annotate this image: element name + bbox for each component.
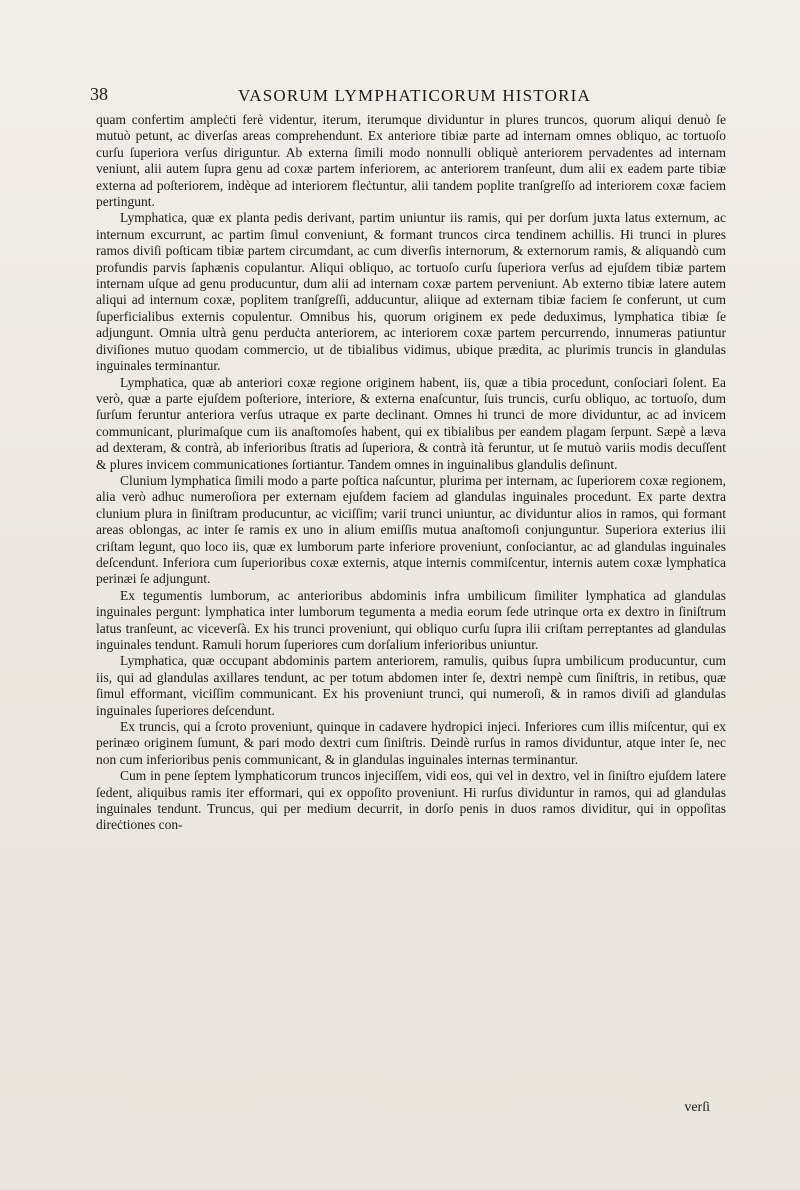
- paragraph: Lymphatica, quæ occupant abdominis partem anteriorem, ramulis, quibus ſupra umbilicum producuntur, cum iis, qui ad glandulas axillares tendunt, ac per totum abdomen inter ſe, dextri nempè cum ſiniſtris, in retibus, quæ ſimul efformant, viciſſim communicant. Ex his proveniunt trunci, qui numeroſi, & in ramos diviſi ad glandulas inguinales ſuperiores deſcendunt.: [96, 653, 726, 718]
- paragraph: Clunium lymphatica ſimili modo a parte poſtica naſcuntur, plurima per internam, ac ſuperiorem coxæ regionem, alia verò adhuc numeroſiora per externam ejuſdem faciem ad glandulas inguinales procedunt. Ex parte dextra clunium plura in ſiniſtram producuntur, ac viciſſim; varii trunci uniuntur, ac dividuntur alios in ramos, qui formant areas oblongas, ac inter ſe ramis ex uno in alium emiſſis mutua anaſtomoſi conjunguntur. Superiora exterius ilii criſtam legunt, quo loco iis, quæ ex lumborum parte inferiore proveniunt, conſociantur, ac ad glandulas inguinales deſcendunt. Inferiora cum ſuperioribus coxæ externis, atque internis commiſcentur, internis autem coxæ lymphatica perinæi ſe adjungunt.: [96, 472, 726, 587]
- paragraph: Ex truncis, qui a ſcroto proveniunt, quinque in cadavere hydropici injeci. Inferiores cum illis miſcentur, qui ex perinæo originem ſumunt, & pari modo dextri cum ſiniſtris. Deindè rurſus in ramos dividuntur, atque inter ſe, nec non cum inferioribus penis communicant, & in glandulas inguinales internas terminantur.: [96, 719, 726, 767]
- page-number: 38: [90, 84, 108, 104]
- paragraph: quam confertim ampleċti ferè videntur, iterum, iterumque dividuntur in plures truncos, quorum aliqui denuò ſe mutuò petunt, ac diverſas areas comprehendunt. Ex anteriore tibiæ parte ad internam omnes obliquo, ac tortuoſo curſu ſuperiora verſus diriguntur. Ab externa ſimili modo nonnulli obliquè anteriorem pervadentes ad internam veniunt, alii autem ſupra genu ad coxæ partem inferiorem, ac anteriorem tranſeunt, dum alii ex eadem parte tibiæ externa ad poſteriorem, indèque ad interiorem fleċtuntur, alii tandem poplite tranſgreſſo ad interiorem coxæ faciem pertingunt.: [96, 112, 726, 210]
- running-title: VASORUM LYMPHATICORUM HISTORIA: [238, 86, 591, 105]
- paragraph: Ex tegumentis lumborum, ac anterioribus abdominis infra umbilicum ſimiliter lymphatica ad glandulas inguinales pergunt: lymphatica inter lumborum tegumenta a media eorum ſede utrinque orta ex dextro in ſiniſtrum latus tranſeunt, ac viceverſà. Ex his trunci proveniunt, qui obliquo curſu ſupra ilii criſtam perreptantes ad glandulas inguinales tendunt. Ramuli horum ſuperiores cum dorſalium inferioribus uniuntur.: [96, 587, 726, 652]
- page-header: [0, 84, 800, 110]
- catchword: verſi: [684, 1100, 710, 1115]
- paragraph: Lymphatica, quæ ex planta pedis derivant, partim uniuntur iis ramis, qui per dorſum juxta latus externum, ac internum excurrunt, ac partim ſimul conveniunt, & formant truncos circa tendinem achillis. Hi trunci in plures ramos diviſi poſticam tibiæ partem circumdant, ac cum diverſis internorum, & externorum ramis, & aliquandò cum profundis parvis ſaphænis copulantur. Aliqui obliquo, ac tortuoſo curſu ſuperiora verſus ad ejuſdem tibiæ partem internam uſque ad genu producuntur, dum alii ad internam coxæ partem perveniunt. Ab externo tibiæ latere autem aliqui ad internum coxæ, poplitem tranſgreſſi, adducuntur, aliique ad externam tibiæ faciem ſe conferunt, ut cum ſuperficialibus externis copulentur. Omnibus his, quorum originem ex pede deduximus, lymphatica tibiæ ſe adjungunt. Omnia ultrà genu perduċta anteriorem, ac interiorem coxæ partem percurrendo, innumeras patiuntur diviſiones mutuo quodam commercio, ut de tibialibus vidimus, ubique prædita, ac plurimis truncis in glandulas inguinales terminantur.: [96, 210, 726, 374]
- body-text: [96, 112, 726, 834]
- paragraph: Lymphatica, quæ ab anteriori coxæ regione originem habent, iis, quæ a tibia procedunt, conſociari ſolent. Ea verò, quæ a parte ejuſdem poſteriore, interiore, & externa enaſcuntur, ſuis truncis, curſu obliquo, ac tortuoſo, dum ſurſum feruntur anteriora verſus utraque ex parte declinant. Omnes hi trunci de more dividuntur, ac ad invicem communicant, plurimaſque cum iis anaſtomoſes habent, qui ex tibialibus per eandem plagam ſerpunt. Sæpè a læva ad dexteram, & contrà, ab inferioribus ſtratis ad ſuperiora, & contrà ità feruntur, ut ſe mutuò variis modis decuſſent & plures invicem communicationes ſortiantur. Tandem omnes in inguinalibus glandulis deſinunt.: [96, 374, 726, 472]
- paragraph: Cum in pene ſeptem lymphaticorum truncos injeciſſem, vidi eos, qui vel in dextro, vel in ſiniſtro ejuſdem latere ſedent, aliquibus ramis iter efformari, qui ex oppoſito proveniunt. Hi rurſus dividuntur in ramos, qui ad glandulas inguinales tendunt. Truncus, qui per medium decurrit, in dorſo penis in duos ramos dividitur, qui in oppoſitas direċtiones con-: [96, 768, 726, 833]
